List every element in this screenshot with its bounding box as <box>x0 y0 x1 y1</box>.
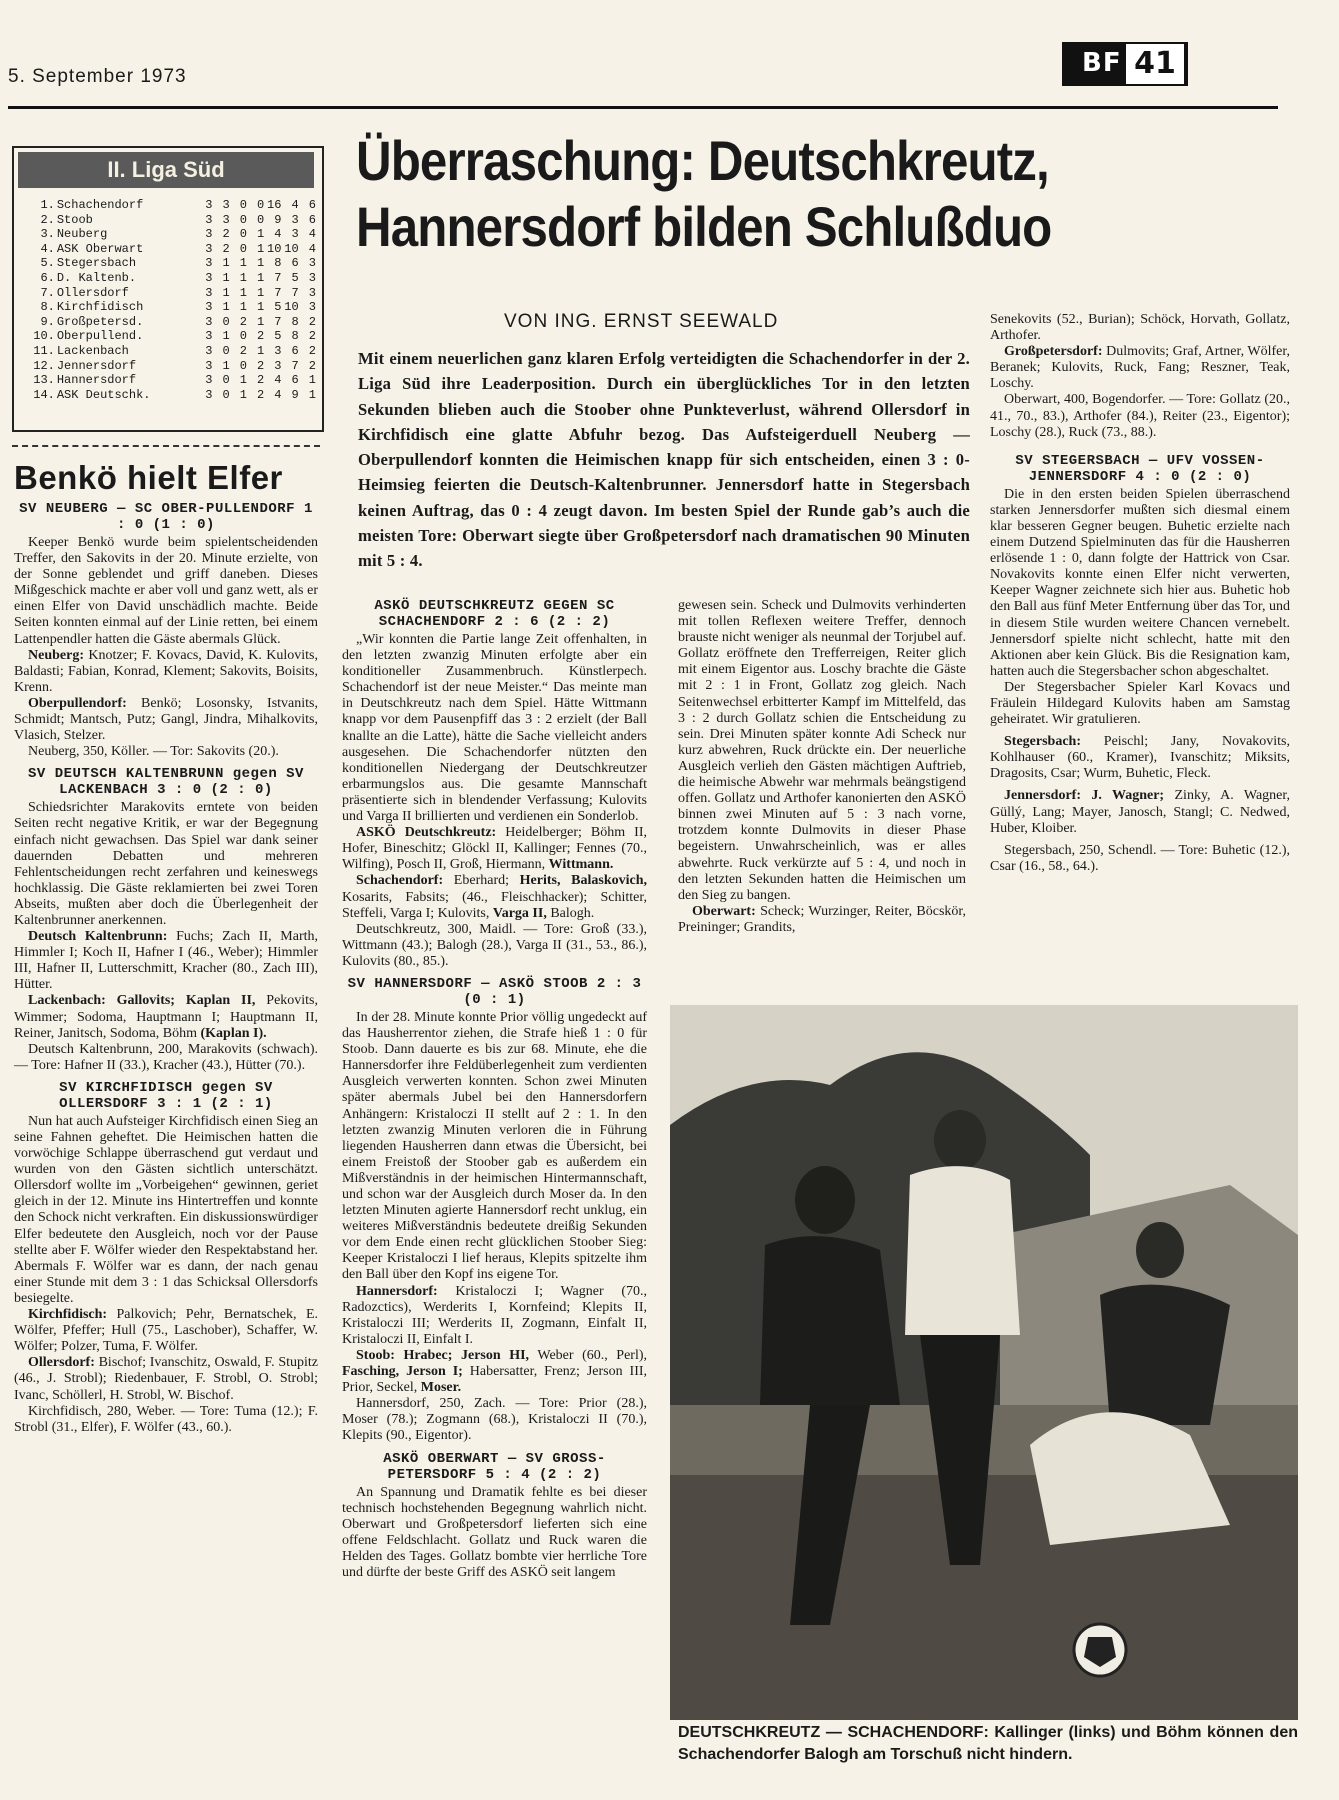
photo-caption <box>678 1722 1298 1766</box>
league-table-title: II. Liga Süd <box>18 152 314 188</box>
lineup: Kristaloczi I; Wagner (70., Radozctics), Werderits I, Kornfeind; Klepits II, Kristaloczi III; Werderits II, Zogmann, Einfalt II, Kristaloczi II, Einfalt I. <box>342 1283 647 1347</box>
lineup: Scheck; Wurzinger, Reiter, Böcskör, Preininger; Grandits, <box>678 903 966 935</box>
match-report: Die in den ersten beiden Spielen überraschend starken Jennersdorfer mußten sich diesmal einem klar besseren Gegner beugen. Buhetic erzielte nach einem Dutzend Spielminuten das für die Hausherren erlösende 1 : 0, dann folgte der Hattrick von Csar. Novakovits konnte einen Elfer nicht verwerten, Keeper Wagner zeichnete sich hier aus. Buhetic hob den Ball aus fünf Meter Entfernung über das Tor, und in diesem Stile wurden weitere Chancen vernebelt. Jennersdorf spielte nicht schlecht, hatte mit den Aktionen aber kein Glück. Bis die Resignation kam, hatten auch die Stegersbacher schon abgeschaltet. <box>990 486 1290 679</box>
lineup: Benkö; Losonsky, Istvanits, Schmidt; Mantsch, Putz; Gangl, Jindra, Mihalkovits, Vlasich, Stelzer. <box>14 695 318 744</box>
lineup: Bischof; Ivanschitz, Oswald, F. Stupitz (46., J. Strobl); Riedenbauer, F. Strobl, O. Strobl; Ivanc, Schöllerl, H. Strobl, W. Bischof. <box>14 1355 318 1403</box>
league-table <box>30 198 316 402</box>
league-cell-ta: 10 <box>284 300 299 315</box>
benko-column <box>14 501 318 1436</box>
league-cell-rank: 10. <box>33 329 55 344</box>
league-cell-sp: 3 <box>205 285 213 300</box>
match-report: Schiedsrichter Marakovits erntete von beiden Seiten recht negative Kritik, er war der Begegnung einfach nicht gewachsen. Das Spiel war dank seiner dauernden Debatten und mehreren Fehlentscheidungen recht zerfahren und keineswegs hochklassig. Die Gäste reklamierten bei zwei Toren Abseits, mußten aber doch die Überlegenheit der Kaltenbrunner anerkennen. <box>14 800 318 928</box>
league-table-row <box>30 213 316 228</box>
lineup: Senekovits (52., Burian); Schöck, Horvath, Gollatz, Arthofer. <box>990 312 1290 344</box>
league-cell-team: Stegersbach <box>56 256 137 271</box>
league-cell-rank: 8. <box>40 300 55 315</box>
league-cell-u: 0 <box>239 329 247 344</box>
lineup-highlight: Wittmann. <box>548 857 614 873</box>
match-heading: ASKÖ OBERWART — SV GROSS-PETERSDORF 5 : 4 (2 : 2) <box>383 1450 606 1483</box>
article-column-4 <box>990 312 1290 875</box>
league-cell-ta: 5 <box>291 270 299 285</box>
league-cell-ta: 7 <box>291 285 299 300</box>
league-cell-s: 1 <box>222 329 230 344</box>
league-cell-sp: 3 <box>205 241 213 256</box>
league-cell-pt: 6 <box>308 212 316 227</box>
league-cell-tf: 7 <box>274 285 282 300</box>
page-number: 41 <box>1123 44 1184 84</box>
league-cell-u: 2 <box>239 343 247 358</box>
match-report: In der 28. Minute konnte Prior völlig ungedeckt auf das Hausherrentor ziehen, die Strafe hieß 1 : 0 für Stoob. Dann dauerte es bis zur 68. Minute, ehe die Hannersdorfer ihre Feldüberlegenheit zum verdienten Ausgleich verwerten konnten. Schon zwei Minuten später abermals Jubel bei den Hannersdorfern Anhängern: Kristaloczi II stellt auf 2 : 1. In den letzten zwanzig Minuten verloren die in Führung liegenden Hausherren dann etwas die Übersicht, bei einem Freistoß der Stoober gab es außerdem ein Mißverständnis in der heimischen Hintermannschaft, und schon war der Ausgleich durch Moser da. In den letzten Minuten agierte Hannersdorf recht unklug, ein weiteres Mißverständnis bedeutete dreißig Sekunden vor dem Ende einen recht glücklichen Stoober Sieg: Keeper Kristaloczi I lief heraus, Klepits spitzelte ihm den Ball über den Kopf ins eigene Tor. <box>342 1009 647 1283</box>
league-cell-ta: 10 <box>284 241 299 256</box>
league-cell-pt: 4 <box>308 227 316 242</box>
league-cell-sp: 3 <box>205 358 213 373</box>
headline-line-1: Überraschung: Deutschkreutz, <box>356 129 1049 192</box>
league-cell-team: ASK Deutschk. <box>56 387 151 402</box>
league-cell-u: 0 <box>239 198 247 212</box>
league-cell-ta: 6 <box>291 256 299 271</box>
league-cell-sp: 3 <box>205 198 213 212</box>
lineup-label: Stegersbach: <box>1004 734 1081 750</box>
league-cell-ta: 8 <box>291 329 299 344</box>
league-cell-tf: 5 <box>274 329 282 344</box>
league-cell-rank: 5. <box>40 256 55 271</box>
league-cell-n: 1 <box>257 241 265 256</box>
match-report: An Spannung und Dramatik fehlte es bei dieser technisch hochstehenden Begegnung wahrlich nicht. Oberwart und Großpetersdorf lieferten sich eine offene Feldschlacht. Gollatz und Ruck waren die Helden des Tages. Gollatz bombte vier herrliche Tore und dürfte der beste Griff des ASKÖ seit langem <box>342 1484 647 1580</box>
league-table-row <box>30 300 316 315</box>
league-cell-n: 2 <box>257 358 265 373</box>
league-cell-tf: 4 <box>274 387 282 402</box>
league-cell-s: 2 <box>222 227 230 242</box>
league-cell-sp: 3 <box>205 227 213 242</box>
lineup: Balogh. <box>550 905 595 921</box>
match-heading: SV KIRCHFIDISCH gegen SV OLLERSDORF 3 : 1 (2 : 1) <box>59 1079 273 1112</box>
league-cell-team: Lackenbach <box>56 343 129 358</box>
league-table-row <box>30 227 316 242</box>
league-cell-n: 0 <box>257 198 265 212</box>
match-heading: SV HANNERSDORF — ASKÖ STOOB 2 : 3 (0 : 1) <box>347 975 642 1008</box>
column-divider <box>12 445 320 447</box>
league-cell-rank: 2. <box>40 212 55 227</box>
league-cell-rank: 1. <box>40 198 55 212</box>
header-rule <box>8 106 1278 109</box>
match-info: Kirchfidisch, 280, Weber. — Tore: Tuma (12.); F. Strobl (31., Elfer), F. Wölfer (43., 60.). <box>14 1403 318 1435</box>
league-cell-team: Ollersdorf <box>56 285 129 300</box>
match-heading: SV NEUBERG — SC OBER-PULLENDORF 1 : 0 (1 : 0) <box>19 501 313 533</box>
league-table-row <box>30 271 316 286</box>
league-cell-team: Großpetersd. <box>56 314 144 329</box>
league-cell-team: Neuberg <box>56 227 108 242</box>
league-table-row <box>30 256 316 271</box>
league-cell-s: 0 <box>222 343 230 358</box>
league-cell-pt: 3 <box>308 256 316 271</box>
league-cell-tf: 9 <box>274 212 282 227</box>
lineup-label: Kirchfidisch: <box>28 1307 108 1323</box>
league-cell-n: 1 <box>257 227 265 242</box>
league-cell-u: 0 <box>239 227 247 242</box>
main-headline <box>356 128 1174 260</box>
league-cell-s: 1 <box>222 358 230 373</box>
lineup-label: Oberpullendorf: <box>28 695 127 711</box>
league-table-box <box>12 146 324 432</box>
league-cell-u: 2 <box>239 314 247 329</box>
league-cell-pt: 2 <box>308 314 316 329</box>
match-info: Stegersbach, 250, Schendl. — Tore: Buhetic (12.), Csar (16., 58., 64.). <box>990 842 1290 874</box>
match-heading: ASKÖ DEUTSCHKREUTZ GEGEN SC SCHACHENDORF 2 : 6 (2 : 2) <box>374 598 615 630</box>
league-table-row <box>30 286 316 301</box>
lineup: Heidelberger; Böhm II, Hofer, Bineschitz; Glöckl II, Kallinger; Fennes (70., Wilfing), Posch II, Groß, Hiermann, <box>342 825 647 873</box>
article-intro: Mit einem neuerlichen ganz klaren Erfolg verteidigten die Schachendorfer in der 2. Liga Süd ihre Leaderposition. Durch ein überglückliches Tor in den letzten Sekunden blieben auch die Stoober ohne Punkteverlust, während Ollersdorf in Kirchfidisch eine glatte Abfuhr bezog. Das Aufsteigerduell Neuberg — Oberpullendorf konnten die Heimischen knapp für sich entscheiden, einen 3 : 0-Heimsieg feierten die Deutsch-Kaltenbrunner. Jennersdorf hatte in Stegersbach keinen Auftrag, das 0 : 4 zeugt davon. Im besten Spiel der Runde gab’s auch die meisten Tore: Oberwart siegte über Großpetersdorf nach dramatischen 90 Minuten mit 5 : 4. <box>358 349 970 571</box>
article-column-3 <box>678 598 966 936</box>
league-cell-u: 1 <box>239 270 247 285</box>
league-cell-u: 1 <box>239 285 247 300</box>
match-report: gewesen sein. Scheck und Dulmovits verhinderten mit tollen Reflexen weitere Treffer, dennoch brauste nicht weniger als neunmal der Torjubel auf. Gollatz eröffnete den Trefferreigen, Reiter glich mit einem Eigentor aus. Loschy brachte die Gäste mit 2 : 1 in Front, Gollatz zog gleich. Nach Seitenwechsel erbitterter Kampf im Mittelfeld, das 3 : 2 durch Gollatz schien die Entscheidung zu sein. Drei Minuten später konnte Adi Scheck nur kurz abwehren, Ruck drückte ein. Der neuerliche Ausgleich verlieh den Gästen mächtigen Auftrieb, die heimische Abwehr war mehrmals beängstigend offen. Gollatz und Arthofer kanonierten den ASKÖ binnen zwei Minuten auf 5 : 3 nach vorne, trotzdem konnte Dulmovits in dieser Phase begeistern. Unwahrscheinlich, was er alles abwehrte. Ruck verkürzte auf 5 : 4, und noch in den letzten Sekunden hatten die Heimischen um den Sieg zu bangen. <box>678 598 966 903</box>
match-report: Der Stegersbacher Spieler Karl Kovacs und Fräulein Hildegard Kulovits haben am Samstag geheiratet. Wir gratulieren. <box>990 679 1290 728</box>
match-info: Hannersdorf, 250, Zach. — Tore: Prior (28.), Moser (78.); Zogmann (68.), Kristaloczi II (70.), Klepits (90., Eigentor). <box>342 1396 647 1444</box>
lineup: Weber (60., Perl), <box>537 1347 648 1363</box>
lineup-highlight: Herits, Balaskovich, <box>519 873 648 889</box>
league-cell-pt: 6 <box>308 198 316 212</box>
league-cell-team: Schachendorf <box>56 198 144 212</box>
league-cell-sp: 3 <box>205 343 213 358</box>
lineup: Dulmovits; Graf, Artner, Wölfer, Beranek; Kulovits, Ruck, Fang; Reszner, Teak, Loschy. <box>990 344 1290 392</box>
league-cell-ta: 3 <box>291 212 299 227</box>
league-cell-team: D. Kaltenb. <box>56 270 137 285</box>
league-cell-ta: 9 <box>291 387 299 402</box>
lineup: Knotzer; F. Kovacs, David, K. Kulovits, Baldasti; Fabian, Konrad, Klement; Sakovits, Boisits, Krenn. <box>14 647 319 695</box>
league-cell-pt: 2 <box>308 343 316 358</box>
lineup: Habersatter, Frenz; Jerson III, Prior, Seckel, <box>342 1364 648 1396</box>
lineup: Peischl; Jany, Novakovits, Kohlhauser (60., Kramer), Ivanschitz; Miksits, Dragosits, Csar; Wurm, Buhetic, Fleck. <box>990 734 1291 782</box>
league-cell-team: Oberpullend. <box>56 329 144 344</box>
league-cell-sp: 3 <box>205 212 213 227</box>
league-cell-team: Stoob <box>56 212 93 227</box>
article-column-2 <box>342 598 647 1581</box>
lineup: Eberhard; <box>453 873 509 889</box>
league-cell-tf: 7 <box>274 270 282 285</box>
league-cell-u: 0 <box>239 358 247 373</box>
league-cell-u: 0 <box>239 241 247 256</box>
match-photo <box>670 1005 1298 1720</box>
lineup-label: Großpetersdorf: <box>1004 344 1103 360</box>
league-cell-ta: 6 <box>291 373 299 388</box>
lineup-label: Lackenbach: Gallovits; Kaplan II, <box>28 993 256 1009</box>
match-report: Keeper Benkö wurde beim spielentscheidenden Treffer, den Sakovits in der 20. Minute erzielte, von der Sonne geblendet und griff daneben. Dieses Mißgeschick machte er aber voll und ganz wett, als er einen Elfer von David unschädlich machte. Beide Seiten konnten einmal auf der Linie retten, bei einem Lattenpendler hatten die Gäste abermals Glück. <box>14 535 318 647</box>
league-cell-u: 1 <box>239 256 247 271</box>
league-cell-tf: 16 <box>267 198 282 212</box>
lineup-label: Neuberg: <box>28 647 84 663</box>
match-info: Oberwart, 400, Bogendorfer. — Tore: Gollatz (20., 41., 70., 83.), Arthofer (84.), Reiter (23., Eigentor); Loschy (28.), Ruck (73., 88.). <box>990 392 1290 440</box>
issue-date: 5. September 1973 <box>8 66 187 87</box>
lineup-highlight: Jerson HI, <box>461 1347 530 1363</box>
league-cell-rank: 12. <box>33 358 55 373</box>
league-cell-tf: 4 <box>274 227 282 242</box>
league-cell-team: Hannersdorf <box>56 373 137 388</box>
league-cell-s: 3 <box>222 212 230 227</box>
league-cell-rank: 14. <box>33 387 55 402</box>
league-cell-sp: 3 <box>205 329 213 344</box>
league-cell-pt: 3 <box>308 300 316 315</box>
league-cell-s: 1 <box>222 270 230 285</box>
lineup: Kosarits, Fabsits; (46., Fleischhacker); Schitter, Steffeli, Varga I; Kulovits, <box>342 889 647 921</box>
league-cell-rank: 9. <box>40 314 55 329</box>
lineup: Fuchs; Zach II, Marth, Himmler I; Koch II, Hafner I (46., Weber); Himmler III, Hafner II, Lutterschmitt, Kracher (80., Zach III), Hütter. <box>14 929 319 993</box>
lineup-label: Jennersdorf: J. Wagner; <box>1004 788 1165 804</box>
caption-text: Kallinger (links) und Böhm können den Schachendorfer Balogh am Torschuß nicht hindern. <box>678 1724 1298 1763</box>
league-cell-s: 1 <box>222 256 230 271</box>
match-heading: SV STEGERSBACH — UFV VOSSEN-JENNERSDORF 4 : 0 (2 : 0) <box>1015 452 1265 485</box>
match-report: Nun hat auch Aufsteiger Kirchfidisch einen Sieg an seine Fahnen geheftet. Die Heimischen hatten die vorwöchige Schlappe überraschend gut verdaut und wurden von den Gästen sichtlich unterschätzt. Ollersdorf wollte im „Vorbeigehen“ gewinnen, geriet gleich in der 12. Minute ins Hintertreffen und konnte den Schock nicht verkraften. Ein diskussionswürdiger Elfer bedeutete den Ausgleich, noch vor der Pause stellte aber F. Wölfer wieder den Respektabstand her. Abermals F. Wölfer war es dann, der nach genau einer Stunde mit dem 3 : 1 das Schicksal Ollersdorfs besiegelte. <box>14 1113 318 1306</box>
league-cell-s: 3 <box>222 198 230 212</box>
league-cell-rank: 4. <box>40 241 55 256</box>
match-info: Deutschkreutz, 300, Maidl. — Tore: Groß (33.), Wittmann (43.); Balogh (28.), Varga II (31., 53., 86.), Kulovits (80., 85.). <box>342 921 647 969</box>
match-photo-illustration <box>670 1005 1298 1720</box>
league-cell-n: 2 <box>257 329 265 344</box>
league-cell-tf: 8 <box>274 256 282 271</box>
lineup-label: Oberwart: <box>692 903 756 919</box>
lineup-label: Deutsch Kaltenbrunn: <box>28 929 168 945</box>
league-cell-tf: 4 <box>274 373 282 388</box>
league-cell-tf: 10 <box>267 241 282 256</box>
lineup-label: Ollersdorf: <box>28 1355 95 1371</box>
league-cell-sp: 3 <box>205 387 213 402</box>
league-table-row <box>30 388 316 403</box>
match-info: Deutsch Kaltenbrunn, 200, Marakovits (schwach). — Tore: Hafner II (33.), Kracher (43.), Hütter (70.). <box>14 1041 318 1073</box>
league-table-row <box>30 242 316 257</box>
league-cell-s: 0 <box>222 373 230 388</box>
league-cell-rank: 11. <box>33 343 55 358</box>
league-cell-u: 1 <box>239 373 247 388</box>
league-cell-s: 1 <box>222 300 230 315</box>
league-cell-s: 0 <box>222 387 230 402</box>
league-cell-s: 0 <box>222 314 230 329</box>
lineup-label: Hannersdorf: <box>356 1283 438 1299</box>
league-table-row <box>30 315 316 330</box>
league-cell-rank: 3. <box>40 227 55 242</box>
league-cell-u: 1 <box>239 387 247 402</box>
lineup-label: ASKÖ Deutschkreutz: <box>356 825 497 841</box>
match-info: Neuberg, 350, Köller. — Tor: Sakovits (20.). <box>28 744 279 760</box>
league-cell-u: 0 <box>239 212 247 227</box>
league-table-row <box>30 373 316 388</box>
league-cell-ta: 8 <box>291 314 299 329</box>
lineup-highlight: Varga II, <box>492 905 547 921</box>
league-cell-ta: 6 <box>291 343 299 358</box>
league-cell-team: Jennersdorf <box>56 358 137 373</box>
league-cell-s: 2 <box>222 241 230 256</box>
league-cell-pt: 1 <box>308 387 316 402</box>
lineup-highlight: Moser. <box>420 1380 462 1396</box>
league-cell-n: 1 <box>257 343 265 358</box>
lineup-highlight: Fasching, Jerson I; <box>342 1364 463 1380</box>
league-table-row <box>30 359 316 374</box>
lineup-label: Stoob: Hrabec; <box>356 1347 453 1363</box>
league-cell-sp: 3 <box>205 270 213 285</box>
league-cell-tf: 3 <box>274 343 282 358</box>
league-cell-pt: 3 <box>308 285 316 300</box>
lineup: Palkovich; Pehr, Bernatschek, E. Wölfer, Pfeffer; Hull (75., Laschober), Schaffer, W. Wölfer; Polzer, Tuma, F. Wölfer. <box>14 1307 318 1355</box>
league-cell-rank: 13. <box>33 373 55 388</box>
league-cell-n: 0 <box>257 212 265 227</box>
league-cell-team: Kirchfidisch <box>56 300 144 315</box>
league-table-row <box>30 329 316 344</box>
league-cell-n: 1 <box>257 270 265 285</box>
lineup-note: (Kaplan I). <box>200 1025 267 1041</box>
caption-lead: DEUTSCHKREUTZ — SCHACHENDORF: <box>678 1724 989 1741</box>
league-cell-n: 1 <box>257 256 265 271</box>
league-cell-pt: 4 <box>308 241 316 256</box>
publication-name: BF <box>1082 48 1122 78</box>
league-cell-pt: 1 <box>308 373 316 388</box>
lineup-label: Schachendorf: <box>356 873 444 889</box>
league-cell-rank: 7. <box>40 285 55 300</box>
league-cell-tf: 7 <box>274 314 282 329</box>
lineup: Pekovits, Wimmer; Sodoma, Hauptmann I; Hauptmann II, Reiner, Janitsch, Sodoma, Böhm <box>14 993 319 1041</box>
league-cell-s: 1 <box>222 285 230 300</box>
league-cell-team: ASK Oberwart <box>56 241 144 256</box>
league-cell-n: 2 <box>257 387 265 402</box>
league-cell-ta: 7 <box>291 358 299 373</box>
league-cell-tf: 5 <box>274 300 282 315</box>
league-cell-ta: 4 <box>291 198 299 212</box>
match-report: „Wir konnten die Partie lange Zeit offenhalten, in den letzten zwanzig Minuten erfolgte aber ein konditioneller Zusammenbruch. Künstlerpech. Schachendorf ist der neue Meister.“ Das meinte man in Deutschkreutz nach dem Spiel. Hätte Wittmann knapp vor dem Pausenpfiff das 3 : 2 erzielt (der Ball knallte an die Latte), hätte die Sache vielleicht anders ausgesehen. Die Schachendorfer nützten den konditionellen Niedergang der Deutschkreutzer erbarmungslos aus. Die gesamte Mannschaft präsentierte sich in blendender Verfassung; Kulovits und Varga II brillierten und verdienen ein Sonderlob. <box>342 632 647 825</box>
byline: VON ING. ERNST SEEWALD <box>504 311 779 332</box>
league-cell-sp: 3 <box>205 373 213 388</box>
league-cell-tf: 3 <box>274 358 282 373</box>
league-table-row <box>30 198 316 213</box>
match-heading: SV DEUTSCH KALTENBRUNN gegen SV LACKENBACH 3 : 0 (2 : 0) <box>28 766 304 799</box>
headline-line-2: Hannersdorf bilden Schlußduo <box>356 195 1052 258</box>
league-cell-pt: 2 <box>308 358 316 373</box>
league-cell-n: 1 <box>257 285 265 300</box>
league-cell-u: 1 <box>239 300 247 315</box>
league-cell-sp: 3 <box>205 300 213 315</box>
league-cell-pt: 3 <box>308 270 316 285</box>
lineup: Zinky, A. Wagner, Güllý, Lang; Mayer, Janosch, Stangl; C. Nedwed, Huber, Kloiber. <box>990 788 1291 836</box>
league-table-row <box>30 344 316 359</box>
league-cell-n: 2 <box>257 373 265 388</box>
league-cell-sp: 3 <box>205 256 213 271</box>
league-cell-n: 1 <box>257 314 265 329</box>
league-cell-ta: 3 <box>291 227 299 242</box>
league-cell-rank: 6. <box>40 270 55 285</box>
benko-headline: Benkö hielt Elfer <box>14 459 283 496</box>
league-cell-pt: 2 <box>308 329 316 344</box>
league-cell-n: 1 <box>257 300 265 315</box>
publication-badge <box>1062 42 1188 86</box>
league-cell-sp: 3 <box>205 314 213 329</box>
